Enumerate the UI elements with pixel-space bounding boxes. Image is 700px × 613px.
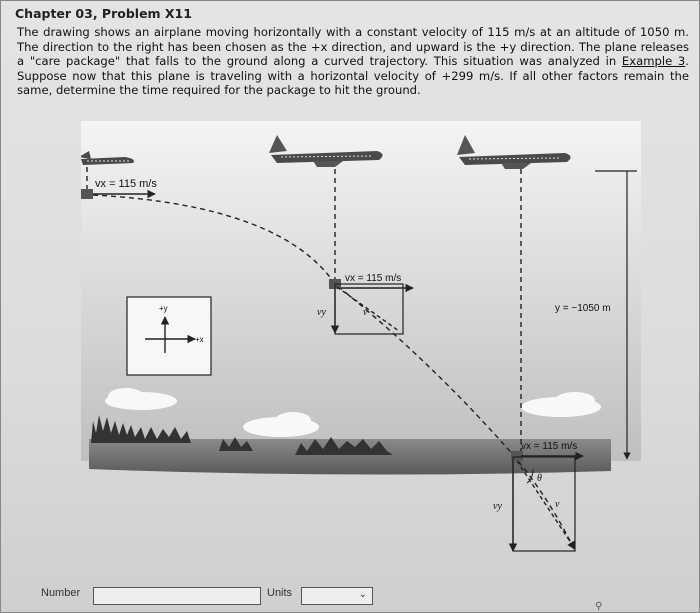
chevron-down-icon[interactable]: ⌄ xyxy=(358,589,367,600)
trajectory-figure xyxy=(81,121,641,581)
example-link[interactable]: Example 3 xyxy=(621,54,686,69)
plus-y-label: +y xyxy=(159,304,168,313)
vx-label-3: vx = 115 m/s xyxy=(521,441,578,452)
care-package-1 xyxy=(81,189,93,199)
altitude-label: y = −1050 m xyxy=(555,303,611,314)
units-label: Units xyxy=(267,587,293,599)
vx-label-2: vx = 115 m/s xyxy=(345,273,402,284)
number-input[interactable] xyxy=(93,587,261,605)
problem-text-part-2: . Suppose now that this plane is traveling with a horizontal velocity of +299 m/s. If all other factors remain the same, determine the time required for the package to hit the ground. xyxy=(17,54,689,98)
vy-label-2: vy xyxy=(317,307,326,318)
problem-text xyxy=(17,25,689,98)
v-arrow-3 xyxy=(517,461,575,549)
v-label-2: v xyxy=(363,307,368,318)
v-label-3: v xyxy=(555,499,560,510)
plus-x-label: +x xyxy=(195,335,204,344)
units-select[interactable] xyxy=(301,587,373,605)
theta-label: θ xyxy=(537,473,542,484)
corner-mark-icon: ⚲ xyxy=(595,601,603,612)
number-label: Number xyxy=(41,587,81,599)
problem-text-part-1: The drawing shows an airplane moving horizontally with a constant velocity of 115 m/s at an altitude of 1050 m. The direction to the right has been chosen as the +x direction, and upward is the +y direction. The plane releases a "care package" that falls to the ground along a curved trajectory. This situation was analyzed in xyxy=(17,25,689,69)
page-title: Chapter 03, Problem X11 xyxy=(15,6,192,21)
vx-label-1: vx = 115 m/s xyxy=(95,178,157,190)
vy-label-3: vy xyxy=(493,501,502,512)
